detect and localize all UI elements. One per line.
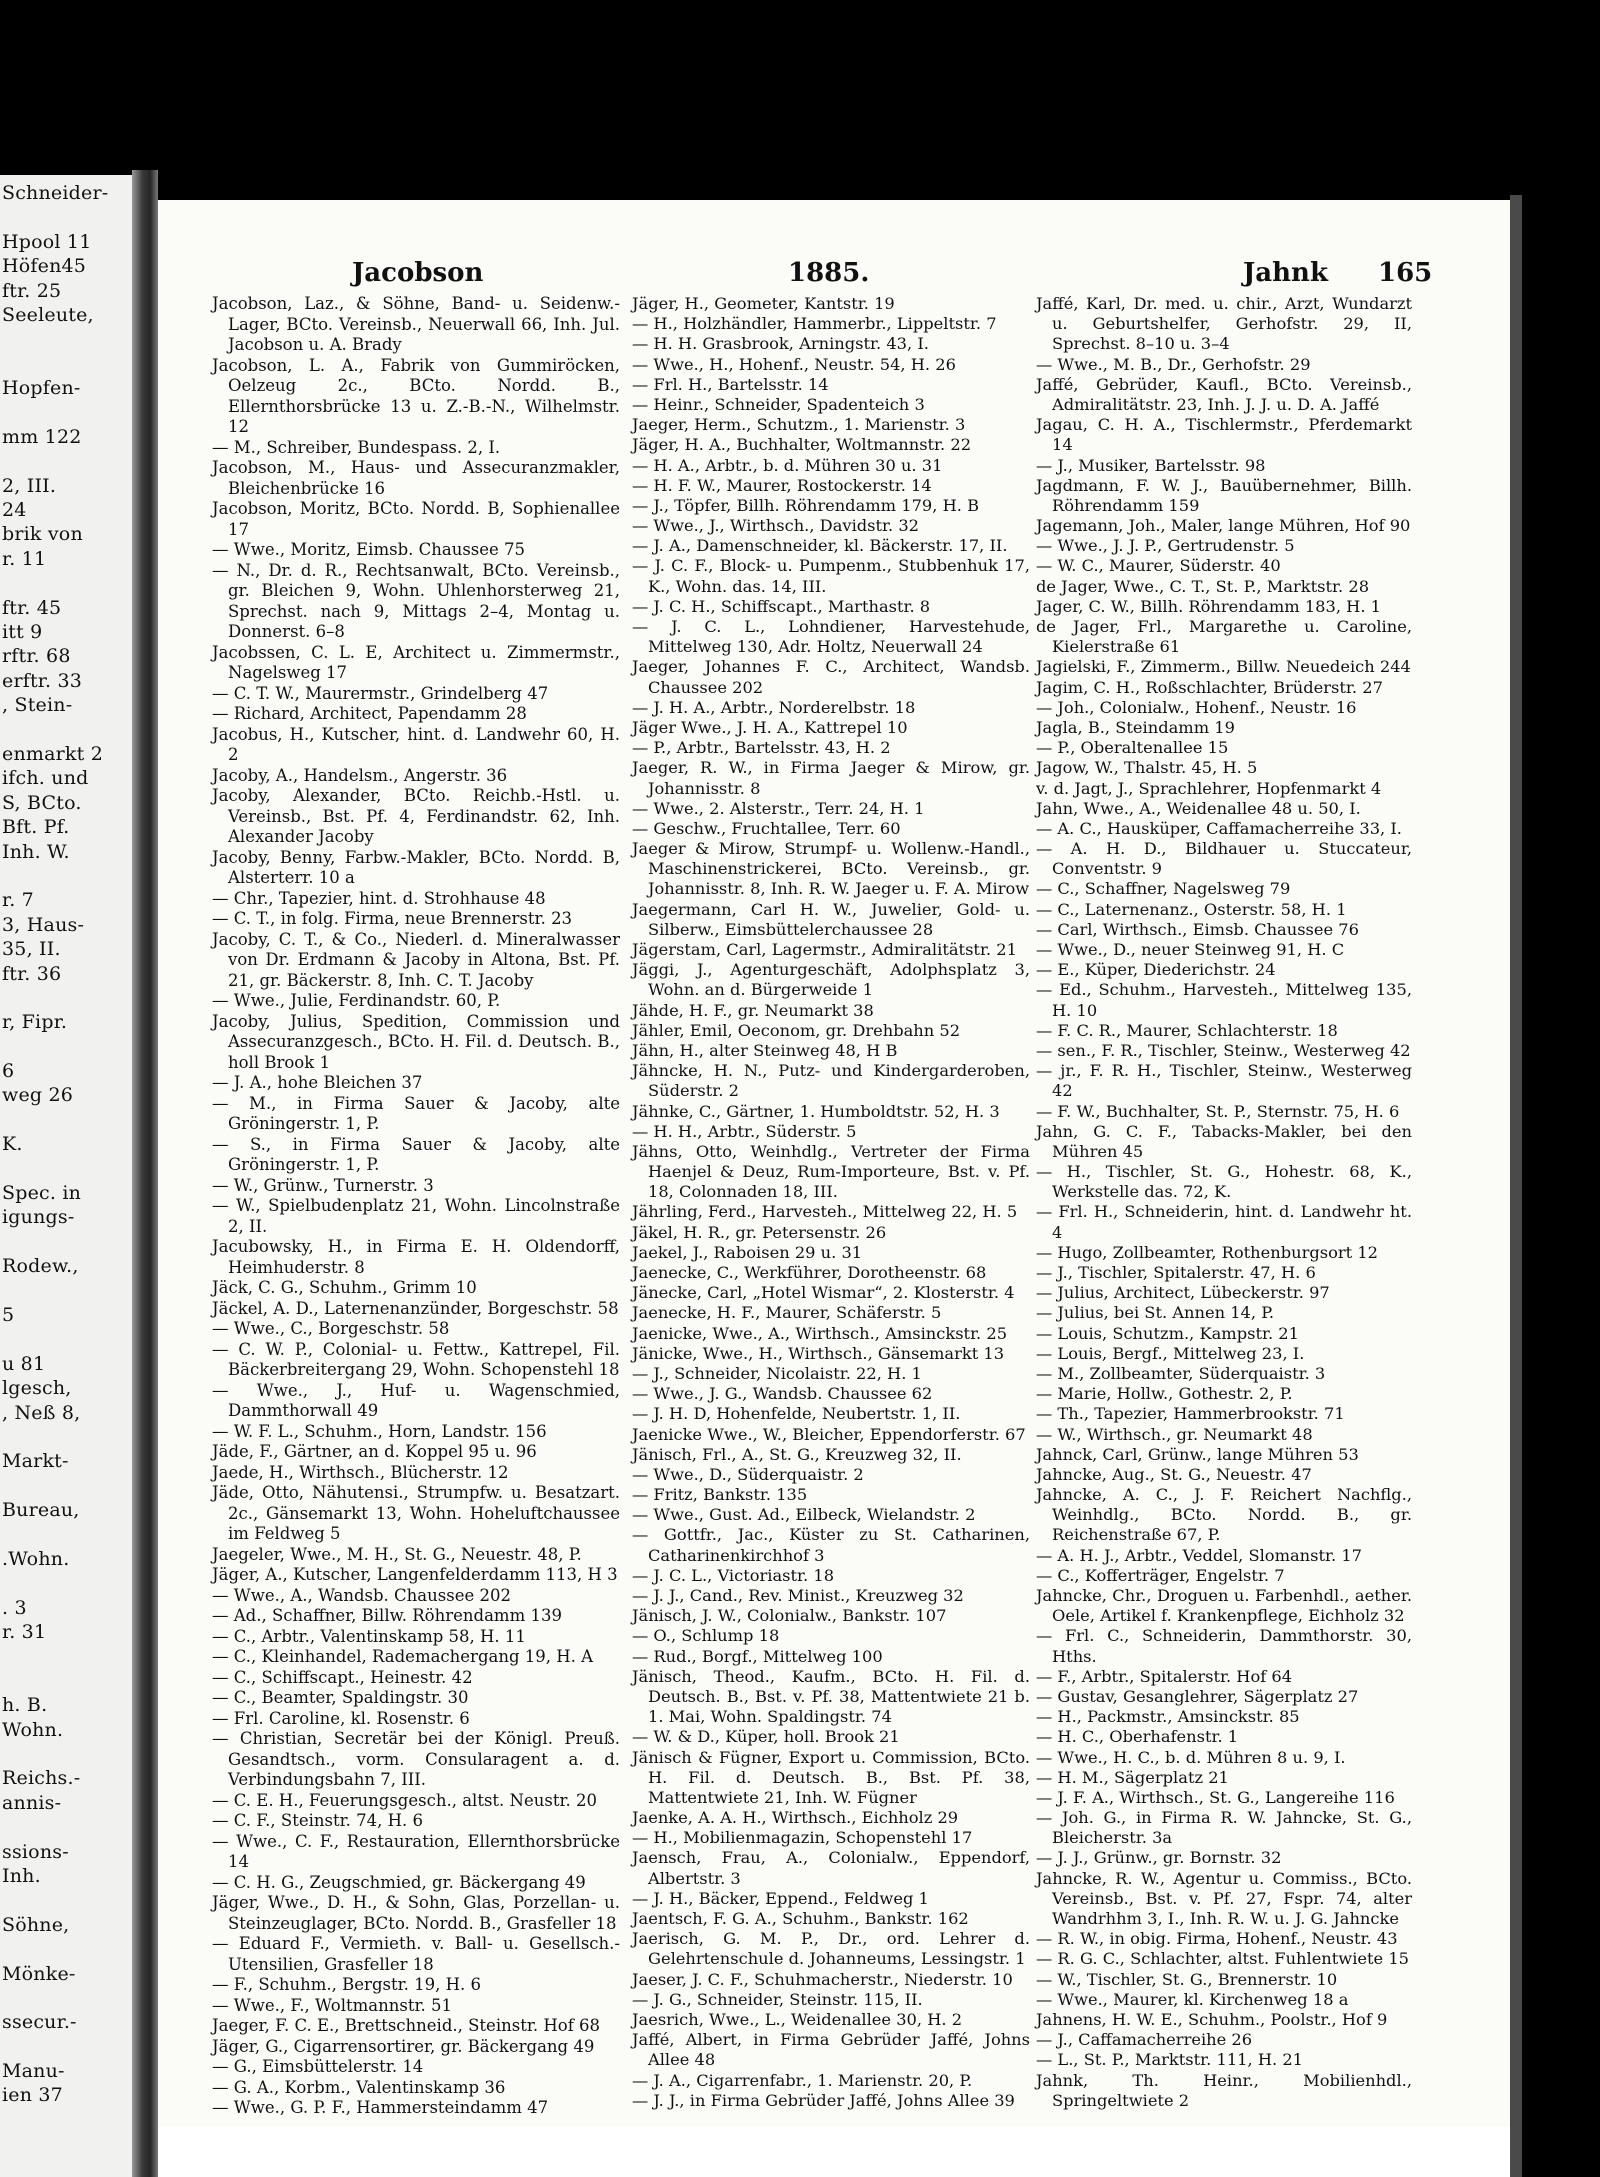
facing-page-line: Seeleute, <box>2 303 94 326</box>
directory-entry: — C. F., Steinstr. 74, H. 6 <box>212 1811 424 1830</box>
directory-entry: — Eduard F., Vermieth. v. Ball- u. Gesellsch.-Utensilien, Grasfeller 18 <box>212 1934 620 1974</box>
directory-entry: Jähns, Otto, Weinhdlg., Vertreter der Firma Haenjel & Deuz, Rum-Importeure, Bst. v. Pf. 18, Colonnaden 18, III. <box>632 1141 1030 1202</box>
directory-entry: — J. C. L., Lohndiener, Harvestehude, Mittelweg 130, Adr. Holtz, Neuerwall 24 <box>632 617 1030 657</box>
facing-page-line: ifch. und <box>2 767 89 790</box>
facing-page-line: 6 <box>2 1060 15 1083</box>
facing-page-line: h. B. <box>2 1694 48 1717</box>
directory-entry: Jäde, Otto, Nähutensi., Strumpfw. u. Besatzart. 2c., Gänsemarkt 13, Wohn. Hoheluftchaussee im Feldweg 5 <box>212 1483 620 1543</box>
directory-entry: — Wwe., F., Woltmannstr. 51 <box>212 1995 453 2015</box>
directory-entry: — O., Schlump 18 <box>632 1626 780 1646</box>
facing-page-line <box>2 1571 132 1595</box>
directory-entry: Jager, C. W., Billh. Röhrendamm 183, H. 1 <box>1036 596 1382 616</box>
directory-entry: — Gottfr., Jac., Küster zu St. Catharinen, Catharinenkirchhof 3 <box>632 1525 1030 1565</box>
directory-entry: — W., Grünw., Turnerstr. 3 <box>212 1175 434 1195</box>
directory-entry: — Ad., Schaffner, Billw. Röhrendamm 139 <box>212 1606 562 1625</box>
running-head-left: Jacobson <box>352 258 484 288</box>
directory-entry: — H., Packmstr., Amsinckstr. 85 <box>1036 1707 1300 1727</box>
directory-entry: — A. H. D., Bildhauer u. Stuccateur, Conventstr. 9 <box>1036 839 1412 879</box>
directory-entry: — J. H., Bäcker, Eppend., Feldweg 1 <box>632 1888 929 1908</box>
directory-entry: — H., Mobilienmagazin, Schopenstehl 17 <box>632 1828 973 1848</box>
facing-page-line: 2, III. <box>2 474 57 497</box>
directory-entry: Jacoby, Alexander, BCto. Reichb.-Hstl. u. Vereinsb., Bst. Pf. 4, Ferdinandstr. 62, Inh. Alexander Jacoby <box>212 786 620 846</box>
directory-entry: — C., Kleinhandel, Rademachergang 19, H. A <box>212 1647 594 1666</box>
facing-page-line: Reichs.- <box>2 1767 81 1790</box>
directory-entry: Jäger, Wwe., D. H., & Sohn, Glas, Porzellan- u. Steinzeuglager, BCto. Nordd. B., Grasfeller 18 <box>212 1893 620 1933</box>
directory-entry: — J. A., Cigarrenfabr., 1. Marienstr. 20, P. <box>632 2070 973 2090</box>
directory-entry: Jaegeler, Wwe., M. H., St. G., Neuestr. 48, P. <box>212 1544 582 1564</box>
directory-entry: — H. C., Oberhafenstr. 1 <box>1036 1727 1239 1747</box>
directory-entry: Jahncke, R. W., Agentur u. Commiss., BCto. Vereinsb., Bst. v. Pf. 27, Fspr. 74, alter Wandrhhm 3, I., Inh. R. W. u. J. G. Jahncke <box>1036 1868 1412 1928</box>
directory-entry: — Joh., Colonialw., Hohenf., Neustr. 16 <box>1036 697 1357 717</box>
directory-entry: Jacoby, Julius, Spedition, Commission und Assecuranzgesch., BCto. H. Fil. d. Deutsch. B., holl Brook 1 <box>212 1011 620 1072</box>
directory-entry: — Rud., Borgf., Mittelweg 100 <box>632 1646 883 1666</box>
facing-page-line: . 3 <box>2 1596 27 1619</box>
directory-entry: — Th., Tapezier, Hammerbrookstr. 71 <box>1036 1404 1345 1424</box>
directory-entry: — A. H. J., Arbtr., Veddel, Slomanstr. 17 <box>1036 1545 1362 1565</box>
directory-entry: Jäggi, J., Agenturgeschäft, Adolphsplatz 3, Wohn. an d. Bürgerweide 1 <box>632 960 1030 1000</box>
directory-entry: Jagla, B., Steindamm 19 <box>1036 717 1235 737</box>
scan-right-edge <box>1522 0 1600 2177</box>
directory-entry: — Wwe., J. J. P., Gertrudenstr. 5 <box>1036 536 1295 556</box>
directory-entry: Jaenecke, H. F., Maurer, Schäferstr. 5 <box>632 1303 942 1323</box>
directory-entry: Jahnens, H. W. E., Schuhm., Poolstr., Hof 9 <box>1036 2009 1388 2029</box>
directory-entry: — Carl, Wirthsch., Eimsb. Chaussee 76 <box>1036 919 1359 939</box>
directory-entry: — Wwe., Maurer, kl. Kirchenweg 18 a <box>1036 1989 1349 2009</box>
directory-column-2 <box>632 294 1030 2111</box>
directory-entry: — J., Tischler, Spitalerstr. 47, H. 6 <box>1036 1263 1316 1282</box>
directory-entry: Jacobson, L. A., Fabrik von Gummiröcken, Oelzeug 2c., BCto. Nordd. B., Ellernthorsbrücke 13 u. Z.-B.-N., Wilhelmstr. 12 <box>212 355 620 436</box>
directory-entry: — Wwe., C., Borgeschstr. 58 <box>212 1319 450 1338</box>
facing-page-line: 24 <box>2 499 27 522</box>
directory-entry: — F., Schuhm., Bergstr. 19, H. 6 <box>212 1975 482 1994</box>
directory-entry: Jacoby, C. T., & Co., Niederl. d. Mineralwasser von Dr. Erdmann & Jacoby in Altona, Bst. Pf. 21, gr. Bäckerstr. 8, Inh. C. T. Jacoby <box>212 929 620 990</box>
directory-entry: — Gustav, Gesanglehrer, Sägerplatz 27 <box>1036 1686 1359 1706</box>
facing-page-line <box>2 352 132 376</box>
directory-entry: Jäckel, A. D., Laternenanzünder, Borgeschstr. 58 <box>212 1298 619 1318</box>
facing-page-line: Mönke- <box>2 1962 76 1985</box>
facing-page-line: Söhne, <box>2 1913 70 1936</box>
directory-entry: Jacobson, M., Haus- und Assecuranzmakler, Bleichenbrücke 16 <box>212 458 620 498</box>
facing-page-line <box>2 1522 132 1546</box>
directory-entry: — H. F. W., Maurer, Rostockerstr. 14 <box>632 475 932 495</box>
directory-entry: — H. A., Arbtr., b. d. Mühren 30 u. 31 <box>632 455 943 475</box>
facing-page-line: , Neß 8, <box>2 1401 81 1424</box>
directory-entry: Jacubowsky, H., in Firma E. H. Oldendorff, Heimhuderstr. 8 <box>212 1237 620 1277</box>
directory-entry: — Wwe., Julie, Ferdinandstr. 60, P. <box>212 991 501 1010</box>
facing-page-line: Hpool 11 <box>2 230 92 253</box>
facing-page-line: weg 26 <box>2 1084 74 1107</box>
directory-entry: Jäck, C. G., Schuhm., Grimm 10 <box>212 1278 477 1297</box>
directory-entry: — Ed., Schuhm., Harvesteh., Mittelweg 135, H. 10 <box>1036 980 1412 1020</box>
directory-entry: Jägerstam, Carl, Lagermstr., Admiralitätstr. 21 <box>632 940 1017 959</box>
directory-entry: Jaeger, R. W., in Firma Jaeger & Mirow, gr. Johannisstr. 8 <box>632 758 1030 798</box>
directory-entry: Jaenicke, Wwe., A., Wirthsch., Amsinckstr. 25 <box>632 1323 1008 1343</box>
facing-page-line: itt 9 <box>2 621 43 644</box>
directory-entry: Jahn, G. C. F., Tabacks-Makler, bei den Mühren 45 <box>1036 1121 1412 1161</box>
directory-entry: — Julius, Architect, Lübeckerstr. 97 <box>1036 1283 1330 1303</box>
facing-page-line: Bureau, <box>2 1499 80 1522</box>
facing-page-line: r. 7 <box>2 889 34 912</box>
facing-page-line: Wohn. <box>2 1718 64 1741</box>
directory-entry: — Louis, Bergf., Mittelweg 23, I. <box>1036 1343 1305 1363</box>
directory-entry: Jaenecke, C., Werkführer, Dorotheenstr. 68 <box>632 1263 987 1282</box>
scan-top-edge <box>0 0 1600 200</box>
facing-page-line <box>2 1937 132 1961</box>
facing-page-line: 35, II. <box>2 938 61 961</box>
directory-entry: — H., Tischler, St. G., Hohestr. 68, K., Werkstelle das. 72, K. <box>1036 1162 1412 1202</box>
directory-entry: — Wwe., A., Wandsb. Chaussee 202 <box>212 1585 511 1605</box>
facing-page-line <box>2 1474 132 1498</box>
facing-page-line <box>2 1035 132 1059</box>
directory-entry: — M., Schreiber, Bundespass. 2, I. <box>212 437 501 457</box>
directory-entry: — J. J., Cand., Rev. Minist., Kreuzweg 32 <box>632 1586 964 1605</box>
directory-entry: Jäde, F., Gärtner, an d. Koppel 95 u. 96 <box>212 1442 537 1461</box>
directory-entry: — Wwe., M. B., Dr., Gerhofstr. 29 <box>1036 354 1311 374</box>
directory-entry: Jagau, C. H. A., Tischlermstr., Pferdemarkt 14 <box>1036 415 1412 455</box>
directory-entry: — Wwe., C. F., Restauration, Ellernthorsbrücke 14 <box>212 1831 620 1871</box>
directory-entry: Jänisch, J. W., Colonialw., Bankstr. 107 <box>632 1606 947 1626</box>
directory-entry: Jacoby, A., Handelsm., Angerstr. 36 <box>212 765 508 785</box>
directory-entry: — R. G. C., Schlachter, altst. Fuhlentwiete 15 <box>1036 1949 1410 1969</box>
directory-entry: — J. J., in Firma Gebrüder Jaffé, Johns Allee 39 <box>632 2090 1015 2110</box>
directory-entry: — Wwe., H. C., b. d. Mühren 8 u. 9, I. <box>1036 1747 1346 1767</box>
directory-entry: Jahnck, Carl, Grünw., lange Mühren 53 <box>1036 1444 1359 1464</box>
directory-entry: — R. W., in obig. Firma, Hohenf., Neustr. 43 <box>1036 1929 1398 1949</box>
book-gutter <box>132 170 158 2177</box>
directory-entry: Jahncke, A. C., J. F. Reichert Nachflg., Weinhdlg., BCto. Nordd. B., gr. Reichenstraße 67, P. <box>1036 1485 1412 1545</box>
facing-page-line: mm 122 <box>2 425 82 448</box>
directory-entry: Jacoby, Benny, Farbw.-Makler, BCto. Nordd. B, Alsterterr. 10 a <box>212 847 620 887</box>
directory-entry: — F., Arbtr., Spitalerstr. Hof 64 <box>1036 1666 1293 1686</box>
directory-entry: — C., Schiffscapt., Heinestr. 42 <box>212 1667 473 1687</box>
facing-page-line: Manu- <box>2 2060 65 2083</box>
directory-entry: — Wwe., 2. Alsterstr., Terr. 24, H. 1 <box>632 798 925 818</box>
directory-entry: Jäkel, H. R., gr. Petersenstr. 26 <box>632 1222 887 1242</box>
directory-entry: Jaeger, Johannes F. C., Architect, Wandsb. Chaussee 202 <box>632 657 1030 697</box>
facing-page-line <box>2 1157 132 1181</box>
directory-entry: — Wwe., J., Wirthsch., Davidstr. 32 <box>632 516 920 536</box>
directory-entry: Jaenke, A. A. H., Wirthsch., Eichholz 29 <box>632 1808 959 1828</box>
directory-entry: Jagim, C. H., Roßschlachter, Brüderstr. 27 <box>1036 677 1383 697</box>
directory-entry: — M., Zollbeamter, Süderquaistr. 3 <box>1036 1363 1326 1383</box>
directory-column-1 <box>212 294 620 2119</box>
directory-entry: — H. H., Arbtr., Süderstr. 5 <box>632 1121 857 1141</box>
directory-entry: Jänisch, Theod., Kaufm., BCto. H. Fil. d. Deutsch. B., Bst. v. Pf. 38, Mattentwiete 21 b. 1. Mai, Wohn. Spaldingstr. 74 <box>632 1666 1030 1727</box>
facing-page-line: enmarkt 2 <box>2 742 103 765</box>
directory-entry: — J. H. A., Arbtr., Norderelbstr. 18 <box>632 697 916 717</box>
directory-entry: Jaffé, Gebrüder, Kaufl., BCto. Vereinsb., Admiralitätstr. 23, Inh. J. J. u. D. A. Jaffé <box>1036 374 1412 414</box>
directory-entry: — Frl. C., Schneiderin, Dammthorstr. 30, Hths. <box>1036 1626 1412 1666</box>
directory-entry: Jahncke, Aug., St. G., Neuestr. 47 <box>1036 1464 1312 1484</box>
directory-entry: — C. W. P., Colonial- u. Fettw., Kattrepel, Fil. Bäckerbreitergang 29, Wohn. Schopenstehl 18 <box>212 1339 620 1379</box>
facing-page-line: igungs- <box>2 1206 75 1229</box>
facing-page-line: Schneider- <box>2 182 109 204</box>
facing-page-line: rftr. 68 <box>2 645 71 668</box>
directory-entry: Jänecke, Carl, „Hotel Wismar“, 2. Klosterstr. 4 <box>632 1283 1015 1303</box>
directory-entry: — W. F. L., Schuhm., Horn, Landstr. 156 <box>212 1421 547 1441</box>
directory-column-3 <box>1036 294 1412 2111</box>
facing-page-line <box>2 864 132 888</box>
directory-entry: Jänisch & Fügner, Export u. Commission, BCto. H. Fil. d. Deutsch. B., Bst. Pf. 38, Mattentwiete 21, Inh. W. Fügner <box>632 1747 1030 1807</box>
facing-page-line: ftr. 45 <box>2 596 62 619</box>
directory-entry: — C., Arbtr., Valentinskamp 58, H. 11 <box>212 1626 526 1646</box>
directory-entry: — Wwe., J. G., Wandsb. Chaussee 62 <box>632 1384 933 1404</box>
directory-entry: — Wwe., Moritz, Eimsb. Chaussee 75 <box>212 540 526 559</box>
directory-entry: Jacobson, Laz., & Söhne, Band- u. Seidenw.-Lager, BCto. Vereinsb., Neuerwall 66, Inh. Jul. Jacobson u. A. Brady <box>212 294 620 354</box>
facing-page-line <box>2 718 132 742</box>
directory-entry: — H., Holzhändler, Hammerbr., Lippeltstr. 7 <box>632 314 997 334</box>
directory-entry: — J. C. L., Victoriastr. 18 <box>632 1565 835 1585</box>
facing-page-line: 3, Haus- <box>2 913 85 936</box>
directory-entry: Jaeger, Herm., Schutzm., 1. Marienstr. 3 <box>632 415 966 435</box>
facing-page-line: Inh. W. <box>2 840 70 863</box>
directory-entry: — Wwe., J., Huf- u. Wagenschmied, Dammthorwall 49 <box>212 1380 620 1420</box>
page-number: 165 <box>1378 258 1433 288</box>
directory-entry: Jaensch, Frau, A., Colonialw., Eppendorf, Albertstr. 3 <box>632 1848 1030 1888</box>
facing-page-line: ftr. 36 <box>2 962 62 985</box>
directory-entry: — S., in Firma Sauer & Jacoby, alte Gröningerstr. 1, P. <box>212 1134 620 1174</box>
directory-entry: — W., Tischler, St. G., Brennerstr. 10 <box>1036 1969 1338 1989</box>
facing-page-line: annis- <box>2 1791 62 1814</box>
facing-page-line: .Wohn. <box>2 1547 70 1570</box>
directory-entry: — F. C. R., Maurer, Schlachterstr. 18 <box>1036 1020 1338 1040</box>
directory-entry: — C. E. H., Feuerungsgesch., altst. Neustr. 20 <box>212 1790 598 1810</box>
facing-page-line <box>2 1327 132 1351</box>
directory-entry: Jänicke, Wwe., H., Wirthsch., Gänsemarkt 13 <box>632 1343 1005 1363</box>
facing-page-line: Rodew., <box>2 1255 79 1278</box>
directory-entry: Jäger, H. A., Buchhalter, Woltmannstr. 22 <box>632 435 972 455</box>
directory-entry: — sen., F. R., Tischler, Steinw., Westerweg 42 <box>1036 1040 1411 1060</box>
directory-entry: — P., Arbtr., Bartelsstr. 43, H. 2 <box>632 738 891 758</box>
year-heading: 1885. <box>788 258 870 288</box>
directory-entry: — Frl. Caroline, kl. Rosenstr. 6 <box>212 1708 470 1728</box>
directory-entry: — C., Kofferträger, Engelstr. 7 <box>1036 1565 1285 1585</box>
directory-entry: Jähde, H. F., gr. Neumarkt 38 <box>632 1000 874 1020</box>
directory-entry: — J. A., Damenschneider, kl. Bäckerstr. 17, II. <box>632 536 1008 556</box>
facing-page-line <box>2 205 132 229</box>
facing-page-line <box>2 571 132 595</box>
directory-entry: Jaentsch, F. G. A., Schuhm., Bankstr. 162 <box>632 1909 969 1928</box>
directory-entry: — Julius, bei St. Annen 14, P. <box>1036 1303 1275 1323</box>
directory-entry: Jahnk, Th. Heinr., Mobilienhdl., Springeltwiete 2 <box>1036 2070 1412 2110</box>
directory-entry: — W. C., Maurer, Süderstr. 40 <box>1036 556 1281 576</box>
directory-entry: — J., Töpfer, Billh. Röhrendamm 179, H. B <box>632 495 980 515</box>
directory-entry: — G. A., Korbm., Valentinskamp 36 <box>212 2077 506 2097</box>
directory-entry: Jäger Wwe., J. H. A., Kattrepel 10 <box>632 717 908 737</box>
facing-page-line: K. <box>2 1133 23 1156</box>
facing-page-line <box>2 1279 132 1303</box>
facing-page-line: r, Fipr. <box>2 1011 68 1034</box>
directory-entry: — Wwe., H., Hohenf., Neustr. 54, H. 26 <box>632 354 956 374</box>
facing-page-fragment <box>0 175 132 2177</box>
facing-page-line <box>2 1644 132 1668</box>
directory-entry: Jähncke, H. N., Putz- und Kindergarderoben, Süderstr. 2 <box>632 1061 1030 1101</box>
directory-entry: Jacobus, H., Kutscher, hint. d. Landwehr 60, H. 2 <box>212 724 620 764</box>
directory-entry: — E., Küper, Diederichstr. 24 <box>1036 960 1276 980</box>
directory-entry: Jagielski, F., Zimmerm., Billw. Neuedeich 244 <box>1036 657 1411 677</box>
directory-entry: — Wwe., D., Süderquaistr. 2 <box>632 1464 864 1484</box>
facing-page-line <box>2 1425 132 1449</box>
directory-entry: Jaerisch, G. M. P., Dr., ord. Lehrer d. Gelehrtenschule d. Johanneums, Lessingstr. 1 <box>632 1929 1030 1969</box>
directory-entry: Jänisch, Frl., A., St. G., Kreuzweg 32, II. <box>632 1444 962 1464</box>
directory-entry: — W., Spielbudenplatz 21, Wohn. Lincolnstraße 2, II. <box>212 1196 620 1236</box>
facing-page-line: S, BCto. <box>2 791 82 814</box>
directory-entry: — J., Musiker, Bartelsstr. 98 <box>1036 455 1266 475</box>
directory-entry: Jähn, H., alter Steinweg 48, H B <box>632 1040 898 1060</box>
directory-entry: — A. C., Hausküper, Caffamacherreihe 33, I. <box>1036 818 1402 838</box>
directory-entry: Jaede, H., Wirthsch., Blücherstr. 12 <box>212 1462 509 1482</box>
directory-entry: Jaesrich, Wwe., L., Weidenallee 30, H. 2 <box>632 2009 963 2029</box>
directory-entry: Jäger, G., Cigarrensortirer, gr. Bäckergang 49 <box>212 2036 595 2056</box>
directory-entry: Jaekel, J., Raboisen 29 u. 31 <box>632 1242 863 1262</box>
facing-page-line: erftr. 33 <box>2 669 83 692</box>
facing-page-line <box>2 401 132 425</box>
directory-entry: — C., Schaffner, Nagelsweg 79 <box>1036 879 1291 899</box>
directory-entry: — J., Caffamacherreihe 26 <box>1036 2030 1253 2050</box>
directory-entry: Jähnke, C., Gärtner, 1. Humboldtstr. 52, H. 3 <box>632 1101 1000 1121</box>
facing-page-line: 5 <box>2 1303 15 1326</box>
directory-entry: Jahn, Wwe., A., Weidenallee 48 u. 50, I. <box>1036 798 1361 818</box>
directory-entry: — L., St. P., Marktstr. 111, H. 21 <box>1036 2050 1304 2070</box>
facing-page-line <box>2 327 132 351</box>
directory-entry: — M., in Firma Sauer & Jacoby, alte Gröningerstr. 1, P. <box>212 1093 620 1133</box>
directory-entry: — J. J., Grünw., gr. Bornstr. 32 <box>1036 1848 1282 1868</box>
directory-entry: — W. & D., Küper, holl. Brook 21 <box>632 1727 900 1747</box>
directory-entry: — C. T., in folg. Firma, neue Brennerstr. 23 <box>212 909 573 928</box>
directory-entry: — Louis, Schutzm., Kampstr. 21 <box>1036 1323 1299 1343</box>
directory-entry: Jaffé, Karl, Dr. med. u. chir., Arzt, Wundarzt u. Geburtshelfer, Gerhofstr. 29, II, Sprechst. 8–10 u. 3–4 <box>1036 294 1412 354</box>
directory-entry: Jaeger, F. C. E., Brettschneid., Steinstr. Hof 68 <box>212 2016 601 2035</box>
directory-entry: — Wwe., G. P. F., Hammersteindamm 47 <box>212 2098 549 2117</box>
directory-entry: — J. A., hohe Bleichen 37 <box>212 1073 423 1092</box>
facing-page-line: lgesch, <box>2 1377 72 1400</box>
facing-page-line <box>2 986 132 1010</box>
directory-entry: — Frl. H., Schneiderin, hint. d. Landwehr ht. 4 <box>1036 1202 1412 1242</box>
directory-entry: — H. H. Grasbrook, Arningstr. 43, I. <box>632 334 929 354</box>
directory-entry: Jährling, Ferd., Harvesteh., Mittelweg 22, H. 5 <box>632 1202 1018 1222</box>
facing-page-line: ssecur.- <box>2 2011 77 2034</box>
running-head-right: Jahnk <box>1243 258 1328 288</box>
directory-entry: — Wwe., Gust. Ad., Eilbeck, Wielandstr. 2 <box>632 1505 976 1525</box>
directory-entry: Jaeger & Mirow, Strumpf- u. Wollenw.-Handl., Maschinenstrickerei, BCto. Vereinsb., gr. Johannisstr. 8, Inh. R. W. Jaeger u. F. A. Mirow <box>632 839 1030 899</box>
facing-page-line <box>2 1230 132 1254</box>
facing-page-line: ssions- <box>2 1840 69 1863</box>
directory-entry: — Wwe., D., neuer Steinweg 91, H. C <box>1036 940 1345 959</box>
directory-entry: — Christian, Secretär bei der Königl. Preuß. Gesandtsch., vorm. Consularagent a. d. Verbindungsbahn 7, III. <box>212 1729 620 1789</box>
facing-page-line <box>2 449 132 473</box>
directory-entry: — F. W., Buchhalter, St. P., Sternstr. 75, H. 6 <box>1036 1101 1400 1121</box>
directory-entry: — Frl. H., Bartelsstr. 14 <box>632 374 829 394</box>
directory-entry: Jaegermann, Carl H. W., Juwelier, Gold- u. Silberw., Eimsbüttelerchaussee 28 <box>632 899 1030 939</box>
facing-page-line: Bft. Pf. <box>2 816 70 839</box>
facing-page-line: , Stein- <box>2 694 73 717</box>
directory-entry: Jäger, H., Geometer, Kantstr. 19 <box>632 294 895 313</box>
facing-page-line: Hopfen- <box>2 377 81 400</box>
directory-entry: — C., Beamter, Spaldingstr. 30 <box>212 1688 469 1707</box>
directory-entry: — N., Dr. d. R., Rechtsanwalt, BCto. Vereinsb., gr. Bleichen 9, Wohn. Uhlenhorsterweg 21, Sprechst. nach 9, Mittags 2–4, Montag u. Donnerst. 6–8 <box>212 560 620 641</box>
directory-entry: — H. M., Sägerplatz 21 <box>1036 1767 1229 1787</box>
directory-entry: Jäger, A., Kutscher, Langenfelderdamm 113, H 3 <box>212 1565 618 1584</box>
directory-entry: v. d. Jagt, J., Sprachlehrer, Hopfenmarkt 4 <box>1036 778 1382 798</box>
directory-entry: de Jager, Wwe., C. T., St. P., Marktstr. 28 <box>1036 576 1370 596</box>
directory-entry: Jagemann, Joh., Maler, lange Mühren, Hof 90 <box>1036 516 1411 536</box>
directory-entry: Jahncke, Chr., Droguen u. Farbenhdl., aether. Oele, Artikel f. Krankenpflege, Eichholz 32 <box>1036 1586 1412 1626</box>
facing-page-line: Spec. in <box>2 1182 82 1205</box>
directory-entry: Jacobssen, C. L. E, Architect u. Zimmermstr., Nagelsweg 17 <box>212 642 620 682</box>
facing-page-line: ftr. 25 <box>2 279 62 302</box>
directory-entry: — J. C. H., Schiffscapt., Marthastr. 8 <box>632 596 931 616</box>
facing-page-line <box>2 1669 132 1693</box>
facing-page-line: ien 37 <box>2 2084 63 2107</box>
directory-entry: — J. F. A., Wirthsch., St. G., Langereihe 116 <box>1036 1787 1395 1807</box>
directory-entry: Jaffé, Albert, in Firma Gebrüder Jaffé, Johns Allee 48 <box>632 2030 1030 2070</box>
facing-page-line <box>2 1108 132 1132</box>
facing-page-line <box>2 1986 132 2010</box>
directory-entry: — Fritz, Bankstr. 135 <box>632 1485 808 1505</box>
directory-entry: Jaenicke Wwe., W., Bleicher, Eppendorferstr. 67 <box>632 1424 1026 1444</box>
directory-entry: — Richard, Architect, Papendamm 28 <box>212 704 527 723</box>
directory-entry: — Geschw., Fruchtallee, Terr. 60 <box>632 818 901 838</box>
directory-entry: — P., Oberaltenallee 15 <box>1036 738 1229 758</box>
directory-entry: — C. H. G., Zeugschmied, gr. Bäckergang 49 <box>212 1872 586 1892</box>
directory-entry: — G., Eimsbüttelerstr. 14 <box>212 2057 424 2076</box>
facing-page-line: r. 31 <box>2 1621 47 1644</box>
directory-entry: — Marie, Hollw., Gothestr. 2, P. <box>1036 1384 1293 1404</box>
page-edge-shadow <box>1510 195 1522 2177</box>
facing-page-line: Inh. <box>2 1864 41 1887</box>
facing-page-line <box>2 1888 132 1912</box>
directory-entry: — Heinr., Schneider, Spadenteich 3 <box>632 394 925 414</box>
facing-page-line: u 81 <box>2 1352 46 1375</box>
directory-entry: Jagdmann, F. W. J., Bauübernehmer, Billh. Röhrendamm 159 <box>1036 475 1412 515</box>
facing-page-line: r. 11 <box>2 547 47 570</box>
directory-entry: de Jager, Frl., Margarethe u. Caroline, Kielerstraße 61 <box>1036 617 1412 657</box>
facing-page-line <box>2 1815 132 1839</box>
facing-page-line <box>2 1742 132 1766</box>
facing-page-line: Markt- <box>2 1450 69 1473</box>
directory-entry: Jacobson, Moritz, BCto. Nordd. B, Sophienallee 17 <box>212 499 620 539</box>
directory-entry: — W., Wirthsch., gr. Neumarkt 48 <box>1036 1424 1313 1444</box>
directory-entry: Jaeser, J. C. F., Schuhmacherstr., Niederstr. 10 <box>632 1969 1013 1989</box>
directory-entry: — J. G., Schneider, Steinstr. 115, II. <box>632 1989 923 2009</box>
facing-page-line <box>2 2035 132 2059</box>
directory-entry: — J., Schneider, Nicolaistr. 22, H. 1 <box>632 1363 922 1383</box>
facing-page-line: brik von <box>2 523 83 546</box>
facing-page-line: Höfen45 <box>2 255 87 278</box>
directory-entry: — J. C. F., Block- u. Pumpenm., Stubbenhuk 17, K., Wohn. das. 14, III. <box>632 556 1030 596</box>
directory-entry: — C., Laternenanz., Osterstr. 58, H. 1 <box>1036 899 1347 919</box>
directory-entry: — C. T. W., Maurermstr., Grindelberg 47 <box>212 683 549 703</box>
directory-entry: — jr., F. R. H., Tischler, Steinw., Westerweg 42 <box>1036 1061 1412 1101</box>
directory-entry: Jagow, W., Thalstr. 45, H. 5 <box>1036 758 1258 778</box>
directory-entry: Jähler, Emil, Oeconom, gr. Drehbahn 52 <box>632 1020 961 1040</box>
directory-entry: — J. H. D, Hohenfelde, Neubertstr. 1, II. <box>632 1404 961 1424</box>
directory-entry: — Joh. G., in Firma R. W. Jahncke, St. G., Bleicherstr. 3a <box>1036 1808 1412 1848</box>
directory-entry: — Chr., Tapezier, hint. d. Strohhause 48 <box>212 888 546 908</box>
directory-entry: — Hugo, Zollbeamter, Rothenburgsort 12 <box>1036 1242 1379 1262</box>
